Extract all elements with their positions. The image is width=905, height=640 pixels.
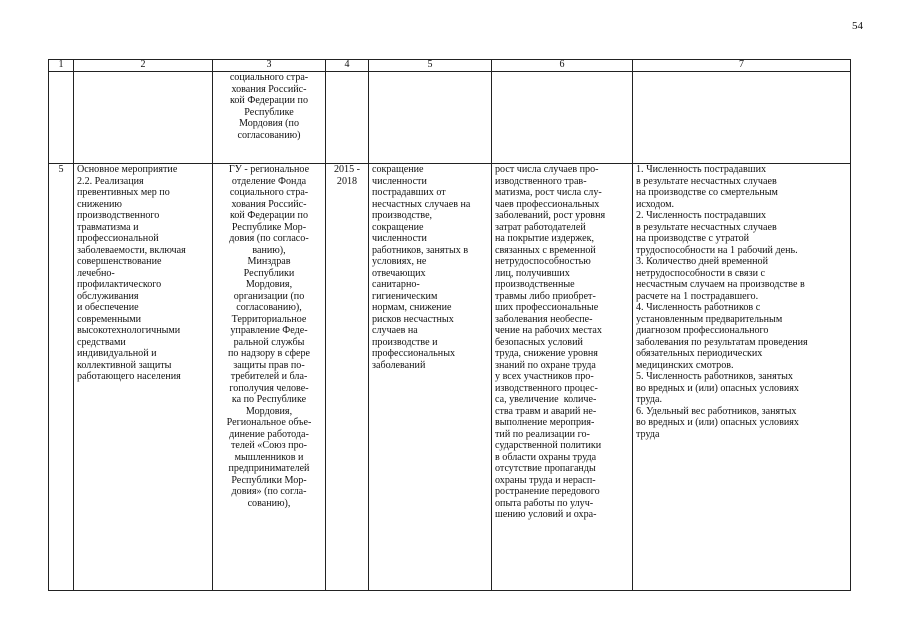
expected-result: сокращение численности пострадавших от несчастных случаев на производстве, сокращение численности работников, занятых в условиях, не отвечающих санитарно- гигиеническим нормам, снижение рисков несчастных случаев на производстве и профессиональных заболеваний [369, 164, 492, 591]
consequences: рост числа случаев про- изводственного трав- матизма, рост числа слу- чаев профессиональных заболеваний, рост уровня затрат работодателей на покрытие издержек, связанных с временной нетрудоспособностью лиц, получивших производственные травмы либо приобрет- ших профессиональные заболевания необеспе- чение на рабочих местах безопасных условий труда, снижение уровня знаний по охране труда у всех участников про- изводственного процес- са, увеличение количе- ства травм и аварий не- выполнение мероприя- тий по реализации го- сударственной политики в области охраны труда отсутствие пропаганды охраны труда и нерасп- ространение передового опыта работы по улуч- шению условий и охра- [492, 164, 633, 591]
page-number: 54 [852, 20, 863, 32]
header-row [49, 60, 851, 72]
row-number: 5 [49, 164, 74, 591]
header-col-7: 7 [633, 60, 851, 72]
header-col-4: 4 [326, 60, 369, 72]
indicators: 1. Численность пострадавших в результате несчастных случаев на производстве со смертельным исходом. 2. Численность пострадавших в результате несчастных случаев на производстве с утратой трудоспособности на 1 рабочий день. 3. Количество дней временной нетрудоспособности в связи с несчастным случаем на производстве в расчете на 1 пострадавшего. 4. Численность работников с установленным предварительным диагнозом профессионального заболевания по результатам проведения обязательных периодических медицинских смотров. 5. Численность работников, занятых во вредных и (или) опасных условиях труда. 6. Удельный вес работников, занятых во вредных и (или) опасных условиях труда [633, 164, 851, 591]
header-col-2: 2 [74, 60, 213, 72]
executors: ГУ - региональное отделение Фонда социального стра- хования Российс- кой Федерации по Республике Мор- довия (по согласо- ванию), Минздрав Республики Мордовия, организации (по согласованию), Территориальное управление Феде- ральной службы по надзору в сфере защиты прав по- требителей и бла- гополучия челове- ка по Республике Мордовия, Региональное объе- динение работода- телей «Союз про- мышленников и предпринимателей Республики Мор- довия» (по согла- сованию), [213, 164, 326, 591]
table-row [49, 164, 851, 591]
measure-name: Основное мероприятие 2.2. Реализация превентивных мер по снижению производственного травматизма и профессиональной заболеваемости, включая совершенствование лечебно- профилактического обслуживания и обеспечение современными высокотехнологичными средствами индивидуальной и коллективной защиты работающего населения [74, 164, 213, 591]
header-col-1: 1 [49, 60, 74, 72]
header-col-3: 3 [213, 60, 326, 72]
header-col-5: 5 [369, 60, 492, 72]
continuation-executor: социального стра- хования Российс- кой Федерации по Республике Мордовия (по согласованию) [213, 72, 326, 164]
measures-table [48, 59, 851, 591]
continuation-row [49, 72, 851, 164]
header-col-6: 6 [492, 60, 633, 72]
period: 2015 - 2018 [326, 164, 369, 591]
